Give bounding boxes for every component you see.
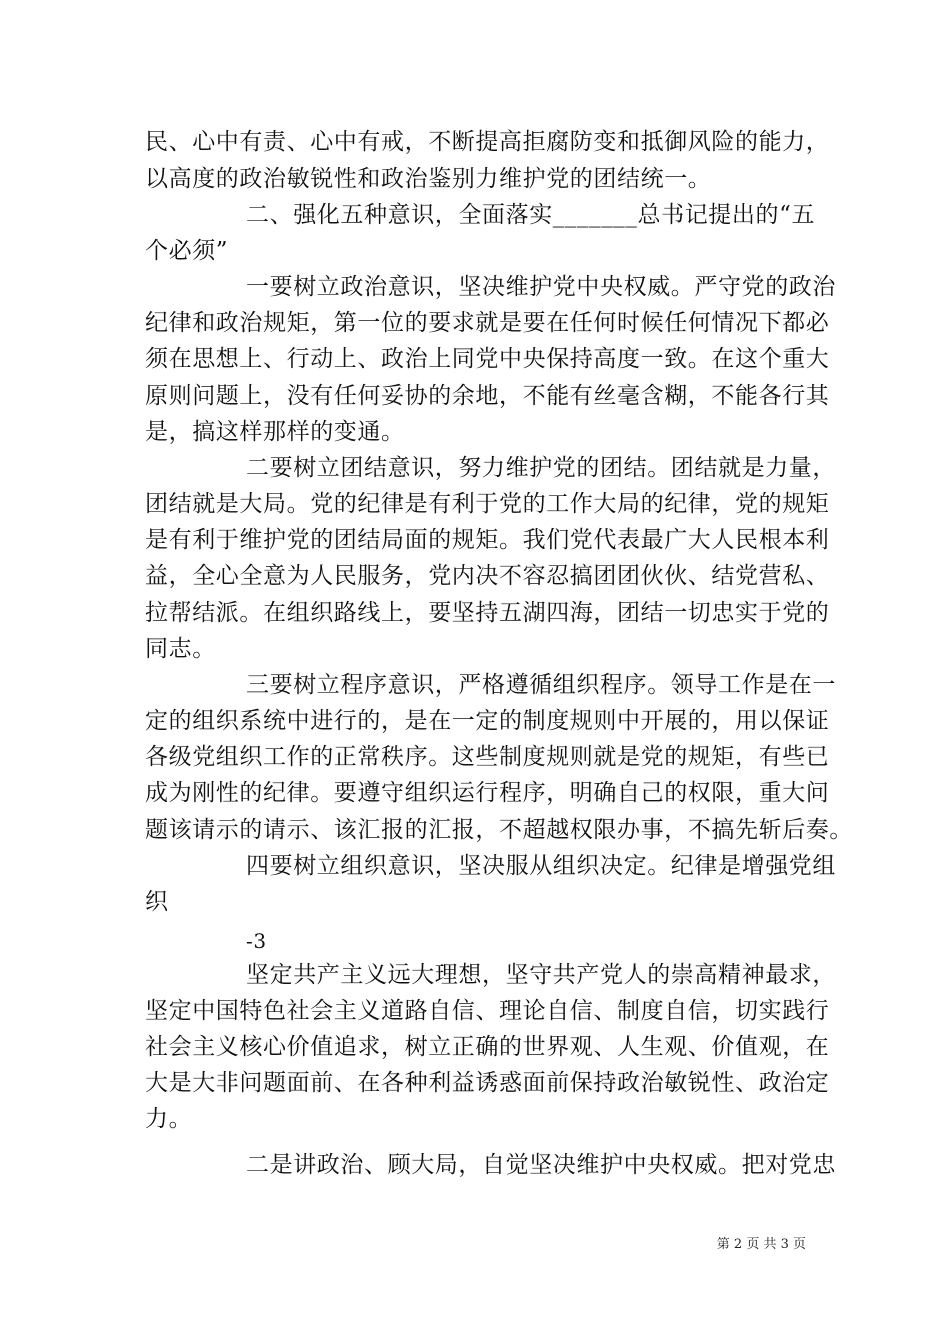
section-heading: 二、强化五种意识，全面落实_______总书记提出的“五 [246,202,816,228]
text-line: 大是大非问题面前、在各种利益诱惑面前保持政治敏锐性、政治定 [145,1070,830,1096]
text-line: 力。 [145,1106,193,1132]
paragraph-first-line: 坚定共产主义远大理想，坚守共产党人的崇高精神最求， [246,962,836,988]
text-line: 同志。 [145,636,216,662]
text-line: 纪律和政治规矩，第一位的要求就是要在任何时候任何情况下都必 [145,310,830,336]
text-line: 题该请示的请示、该汇报的汇报，不超越权限办事，不搞先斩后奏。 [145,817,853,843]
page-marker: -3 [246,929,267,953]
paragraph-first-line: 二是讲政治、顾大局，自觉坚决维护中央权威。把对党忠 [246,1152,836,1178]
paragraph-first-line: 三要树立程序意识，严格遵循组织程序。领导工作是在一 [246,672,836,698]
paragraph-first-line: 二要树立团结意识，努力维护党的团结。团结就是力量， [246,455,836,481]
text-line: 定的组织系统中进行的，是在一定的制度规则中开展的，用以保证 [145,708,830,734]
text-line: 须在思想上、行动上、政治上同党中央保持高度一致。在这个重大 [145,346,830,372]
page-footer: 第 2 页 共 3 页 [716,1237,806,1252]
text-line: 团结就是大局。党的纪律是有利于党的工作大局的纪律，党的规矩 [145,491,830,517]
text-line: 织 [145,889,169,915]
paragraph-first-line: 一要树立政治意识，坚决维护党中央权威。严守党的政治 [246,274,836,300]
text-line: 以高度的政治敏锐性和政治鉴别力维护党的团结统一。 [145,166,712,192]
section-heading-continued: 个必须” [145,238,229,264]
text-line: 是有利于维护党的团结局面的规矩。我们党代表最广大人民根本利 [145,527,830,553]
text-line: 各级党组织工作的正常秩序。这些制度规则就是党的规矩，有些已 [145,744,830,770]
text-line: 原则问题上，没有任何妥协的余地，不能有丝毫含糊，不能各行其 [145,383,830,409]
paragraph-first-line: 四要树立组织意识，坚决服从组织决定。纪律是增强党组 [246,853,836,879]
text-line: 拉帮结派。在组织路线上，要坚持五湖四海，团结一切忠实于党的 [145,600,830,626]
text-line: 是，搞这样那样的变通。 [145,419,405,445]
text-line: 成为刚性的纪律。要遵守组织运行程序，明确自己的权限，重大问 [145,780,830,806]
text-line: 民、心中有责、心中有戒，不断提高拒腐防变和抵御风险的能力， [145,129,830,155]
text-line: 坚定中国特色社会主义道路自信、理论自信、制度自信，切实践行 [145,998,830,1024]
text-line: 社会主义核心价值追求，树立正确的世界观、人生观、价值观，在 [145,1034,830,1060]
text-line: 益，全心全意为人民服务，党内决不容忍搞团团伙伙、结党营私、 [145,563,830,589]
